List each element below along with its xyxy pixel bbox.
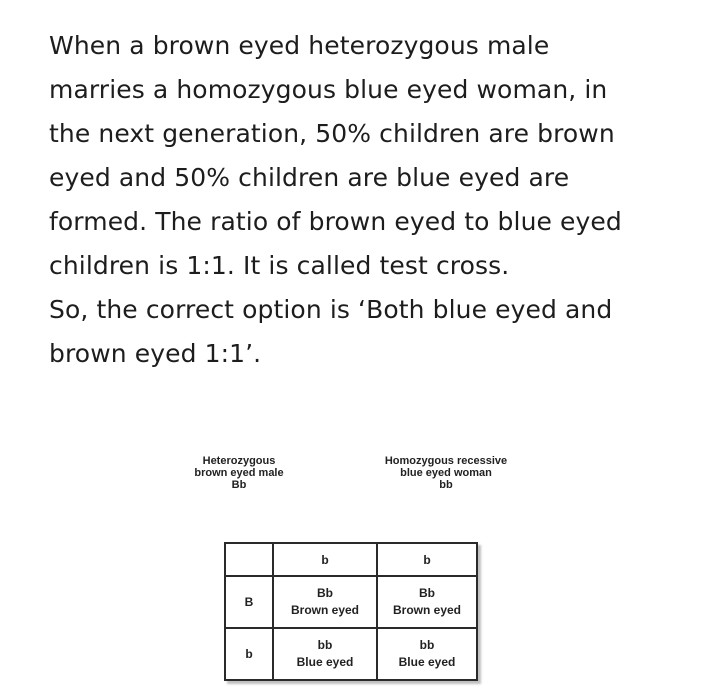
cell-phenotype: Blue eyed bbox=[296, 655, 354, 669]
punnett-row-header: B bbox=[225, 576, 273, 628]
cell-genotype: Bb bbox=[419, 586, 435, 600]
male-parent-line1: Heterozygous bbox=[202, 455, 276, 467]
explanation-line: marries a homozygous blue eyed woman, in bbox=[49, 75, 608, 104]
female-parent-line1: Homozygous recessive bbox=[384, 455, 508, 467]
male-parent-label bbox=[178, 455, 300, 491]
punnett-row bbox=[225, 576, 477, 628]
explanation-line: children is 1:1. It is called test cross. bbox=[49, 251, 510, 280]
female-parent-label bbox=[370, 455, 522, 491]
punnett-square bbox=[224, 542, 478, 681]
male-parent-genotype: Bb bbox=[231, 479, 247, 491]
punnett-cell bbox=[273, 576, 377, 628]
cell-genotype: Bb bbox=[317, 586, 333, 600]
explanation-line: So, the correct option is ‘Both blue eyed and bbox=[49, 295, 613, 324]
punnett-column-header: b bbox=[273, 543, 377, 576]
explanation-text bbox=[49, 24, 689, 376]
cell-phenotype: Blue eyed bbox=[398, 655, 456, 669]
explanation-line: eyed and 50% children are blue eyed are bbox=[49, 163, 570, 192]
punnett-cell bbox=[273, 628, 377, 680]
female-parent-genotype: bb bbox=[439, 479, 453, 491]
male-parent-line2: brown eyed male bbox=[194, 467, 284, 479]
punnett-row-header: b bbox=[225, 628, 273, 680]
explanation-line: When a brown eyed heterozygous male bbox=[49, 31, 550, 60]
explanation-line: formed. The ratio of brown eyed to blue eyed bbox=[49, 207, 622, 236]
punnett-corner-cell bbox=[225, 543, 273, 576]
punnett-column-header: b bbox=[377, 543, 477, 576]
cell-phenotype: Brown eyed bbox=[290, 603, 359, 617]
punnett-row bbox=[225, 628, 477, 680]
punnett-header-row bbox=[225, 543, 477, 576]
female-parent-line2: blue eyed woman bbox=[400, 467, 492, 479]
explanation-line: the next generation, 50% children are brown bbox=[49, 119, 615, 148]
cell-phenotype: Brown eyed bbox=[392, 603, 461, 617]
explanation-line: brown eyed 1:1’. bbox=[49, 339, 262, 368]
cell-genotype: bb bbox=[419, 638, 435, 652]
punnett-cell bbox=[377, 628, 477, 680]
cell-genotype: bb bbox=[317, 638, 333, 652]
punnett-cell bbox=[377, 576, 477, 628]
